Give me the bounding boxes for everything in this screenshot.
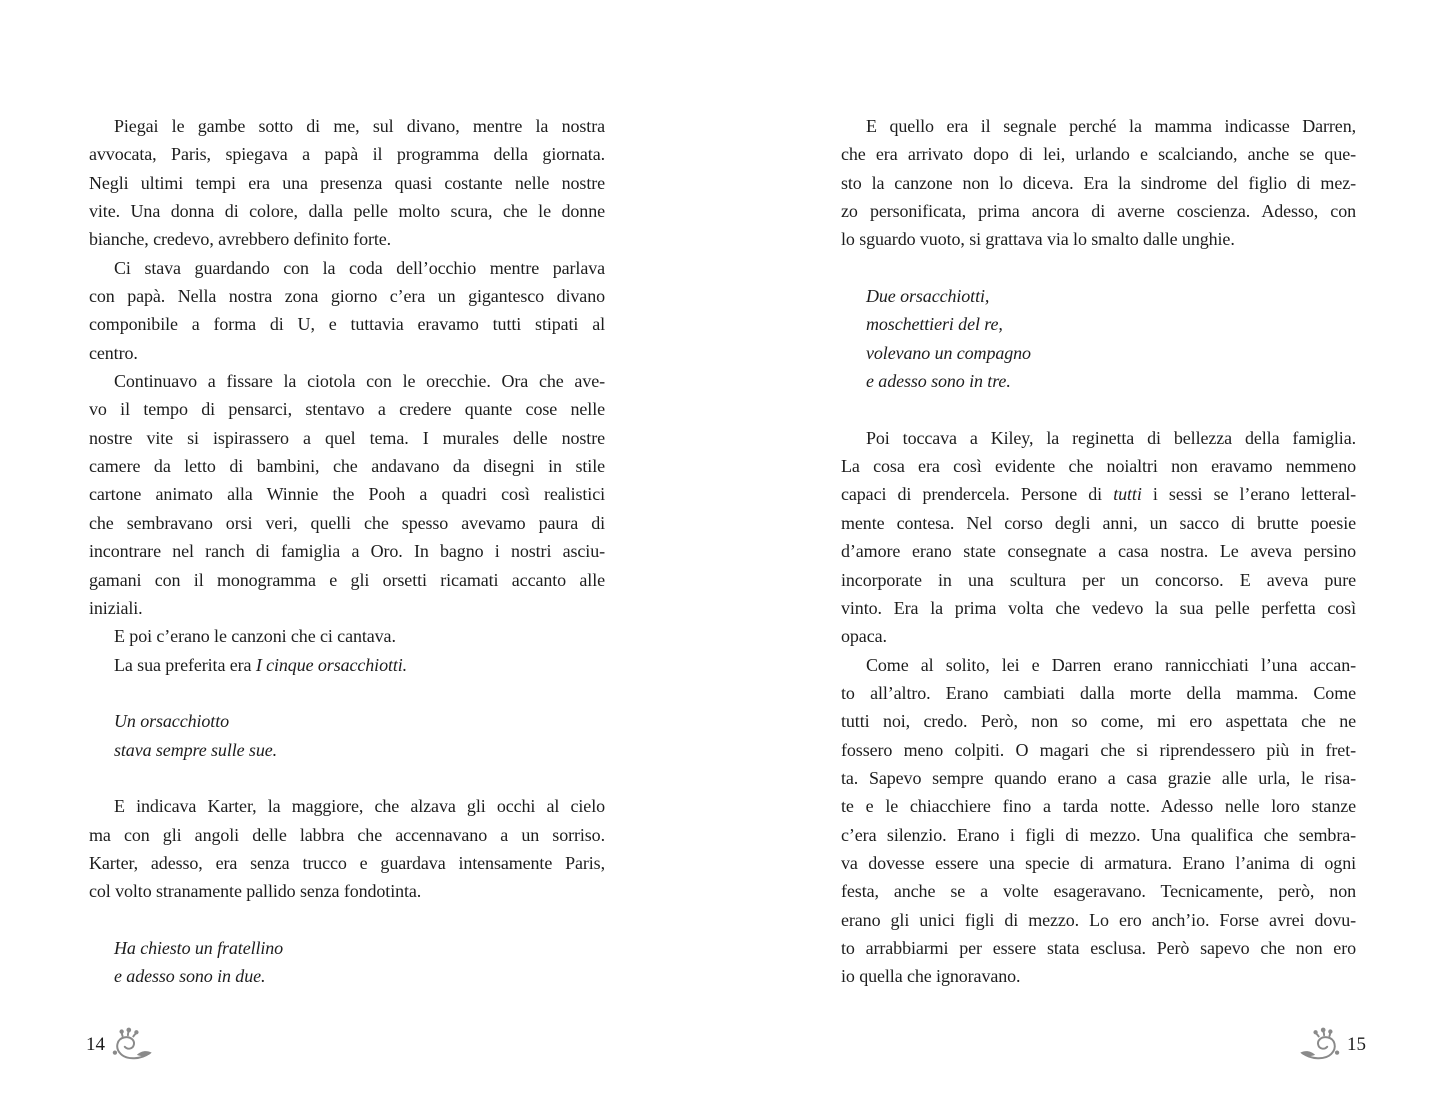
page-right-text-column [841,112,1356,991]
text-line [841,622,1356,650]
text-line [841,764,1356,792]
page-number-right: 15 [1347,1034,1366,1055]
text-line [841,651,1356,679]
text-line [89,821,605,849]
blank-line [841,395,1356,423]
text-segment: erano gli unici figli di mezzo. Lo ero anch’io. Forse avrei dovu- [841,909,1356,930]
text-line [841,594,1356,622]
text-segment: Continuavo a fissare la ciotola con le orecchie. Ora che ave- [114,371,605,392]
text-line [89,310,605,338]
text-line [841,424,1356,452]
text-segment: vo il tempo di pensarci, stentavo a credere quante cose nelle [89,399,605,420]
text-line [841,849,1356,877]
text-line [89,480,605,508]
text-segment: tutti noi, credo. Però, non so come, mi ero aspettata che ne [841,711,1356,732]
text-line [89,140,605,168]
text-segment: sto la canzone non lo diceva. Era la sindrome del figlio di mez- [841,172,1356,193]
text-segment: componibile a forma di U, e tuttavia eravamo tutti stipati al [89,314,605,335]
text-segment: lo sguardo vuoto, si grattava via lo smalto dalle unghie. [841,229,1235,250]
text-line [89,169,605,197]
text-segment: mente contesa. Nel corso degli anni, un sacco di brutte poesie [841,512,1356,533]
flourish-ornament-icon [110,1027,153,1063]
text-segment: avvocata, Paris, spiegava a papà il programma della giornata. [89,144,605,165]
text-line [841,877,1356,905]
text-segment: io quella che ignoravano. [841,966,1021,987]
blank-line [841,254,1356,282]
text-line [89,736,605,764]
text-segment: cartone animato alla Winnie the Pooh a quadri così realistici [89,484,605,505]
text-line [89,254,605,282]
page-number-left: 14 [86,1034,105,1055]
text-line [841,906,1356,934]
text-segment: E poi c’erano le canzoni che ci cantava. [114,626,396,647]
page-left-text-column [89,112,605,991]
text-line [841,282,1356,310]
text-line [841,679,1356,707]
blank-line [89,906,605,934]
text-segment: centro. [89,342,138,363]
text-line [89,622,605,650]
text-line [89,934,605,962]
text-segment: c’era silenzio. Erano i figli di mezzo. Una qualifica che sembra- [841,824,1356,845]
text-segment: e adesso sono in due. [114,966,266,987]
text-line [841,934,1356,962]
text-segment: te e le chiacchiere fino a tarda notte. Adesso nelle loro stanze [841,796,1356,817]
text-line [841,197,1356,225]
text-segment: Poi toccava a Kiley, la reginetta di bellezza della famiglia. [866,427,1356,448]
text-line [841,962,1356,990]
text-segment: Piegai le gambe sotto di me, sul divano, mentre la nostra [114,116,605,136]
page-left-footer [86,1024,153,1066]
text-segment: La cosa era così evidente che noialtri non eravamo nemmeno [841,456,1356,477]
text-segment: to arrabbiarmi per essere stata esclusa. Però sapevo che non ero [841,937,1356,958]
flourish-ornament-icon [1299,1027,1342,1063]
text-segment: che sembravano orsi veri, quelli che spesso avevamo paura di [89,512,605,533]
text-line [841,310,1356,338]
text-segment: va dovesse essere una specie di armatura. Erano l’anima di ogni [841,852,1356,873]
text-segment: bianche, credevo, avrebbero definito forte. [89,229,392,250]
text-segment: che era arrivato dopo di lei, urlando e scalciando, anche se que- [841,144,1356,165]
text-line [841,367,1356,395]
text-segment: incontrare nel ranch di famiglia a Oro. In bagno i nostri asciu- [89,541,605,562]
text-line [841,566,1356,594]
text-segment: Ha chiesto un fratellino [114,937,284,958]
text-segment: camere da letto di bambini, che andavano da disegni in stile [89,456,605,477]
blank-line [89,679,605,707]
text-line [89,225,605,253]
text-line [841,169,1356,197]
text-segment: Un orsacchiotto [114,711,229,732]
text-segment: E quello era il segnale perché la mamma indicasse Darren, [866,116,1356,136]
page-right-footer [1299,1024,1366,1066]
text-segment: fossero meno colpiti. O magari che si riprendessero più in fret- [841,739,1356,760]
text-segment: volevano un compagno [866,342,1031,363]
text-segment: Ci stava guardando con la coda dell’occhio mentre parlava [114,257,605,278]
text-segment: stava sempre sulle sue. [114,739,278,760]
text-line [89,509,605,537]
blank-line [89,764,605,792]
text-segment: con papà. Nella nostra zona giorno c’era un gigantesco divano [89,286,605,307]
text-line [841,452,1356,480]
text-line [841,821,1356,849]
text-line [841,225,1356,253]
text-line [841,509,1356,537]
text-segment: E indicava Karter, la maggiore, che alzava gli occhi al cielo [114,796,605,817]
text-line [841,112,1356,140]
text-segment: Negli ultimi tempi era una presenza quasi costante nelle nostre [89,172,605,193]
text-segment: ta. Sapevo sempre quando erano a casa grazie alle urla, le risa- [841,767,1356,788]
text-segment: d’amore erano state consegnate a casa nostra. Le aveva persino [841,541,1356,562]
text-line [89,877,605,905]
text-segment: capaci di prendercela. Persone di [841,484,1114,505]
text-line [89,452,605,480]
text-line [89,849,605,877]
text-line [841,537,1356,565]
text-line [841,707,1356,735]
text-line [89,424,605,452]
text-segment: moschettieri del re, [866,314,1003,335]
text-line [89,792,605,820]
italic-text-segment: I cinque orsacchiotti. [255,654,408,675]
text-line [89,339,605,367]
text-line [841,792,1356,820]
text-line [89,367,605,395]
text-segment: Karter, adesso, era senza trucco e guardava intensamente Paris, [89,852,605,873]
text-segment: Come al solito, lei e Darren erano rannicchiati l’una accan- [866,654,1356,675]
text-segment: i sessi se l’erano letteral- [1141,484,1356,505]
text-segment: nostre vite si ispirassero a quel tema. I murales delle nostre [89,427,605,448]
text-line [841,736,1356,764]
text-line [89,537,605,565]
text-segment: Due orsacchiotti, [866,286,990,307]
text-line [89,962,605,990]
text-line [841,140,1356,168]
text-segment: festa, anche se a volte esageravano. Tecnicamente, però, non [841,881,1356,902]
text-segment: gamani con il monogramma e gli orsetti ricamati accanto alle [89,569,605,590]
text-segment: to all’altro. Erano cambiati dalla morte della mamma. Come [841,682,1356,703]
text-line [841,339,1356,367]
text-line [89,282,605,310]
text-line [89,197,605,225]
text-segment: iniziali. [89,597,143,618]
text-line [89,594,605,622]
text-segment: opaca. [841,626,887,647]
text-line [89,395,605,423]
text-segment: ma con gli angoli delle labbra che accennavano a un sorriso. [89,824,605,845]
text-line [89,112,605,140]
text-segment: col volto stranamente pallido senza fondotinta. [89,881,422,902]
text-segment: vite. Una donna di colore, dalla pelle molto scura, che le donne [89,201,605,222]
text-segment: vinto. Era la prima volta che vedevo la sua pelle perfetta così [841,597,1356,618]
text-segment: e adesso sono in tre. [866,371,1011,392]
italic-text-segment: tutti [1113,484,1142,505]
text-segment: La sua preferita era [114,654,256,675]
text-segment: zo personificata, prima ancora di averne coscienza. Adesso, con [841,201,1356,222]
text-line [841,480,1356,508]
text-line [89,566,605,594]
text-segment: incorporate in una scultura per un concorso. E aveva pure [841,569,1356,590]
text-line [89,651,605,679]
text-line [89,707,605,735]
